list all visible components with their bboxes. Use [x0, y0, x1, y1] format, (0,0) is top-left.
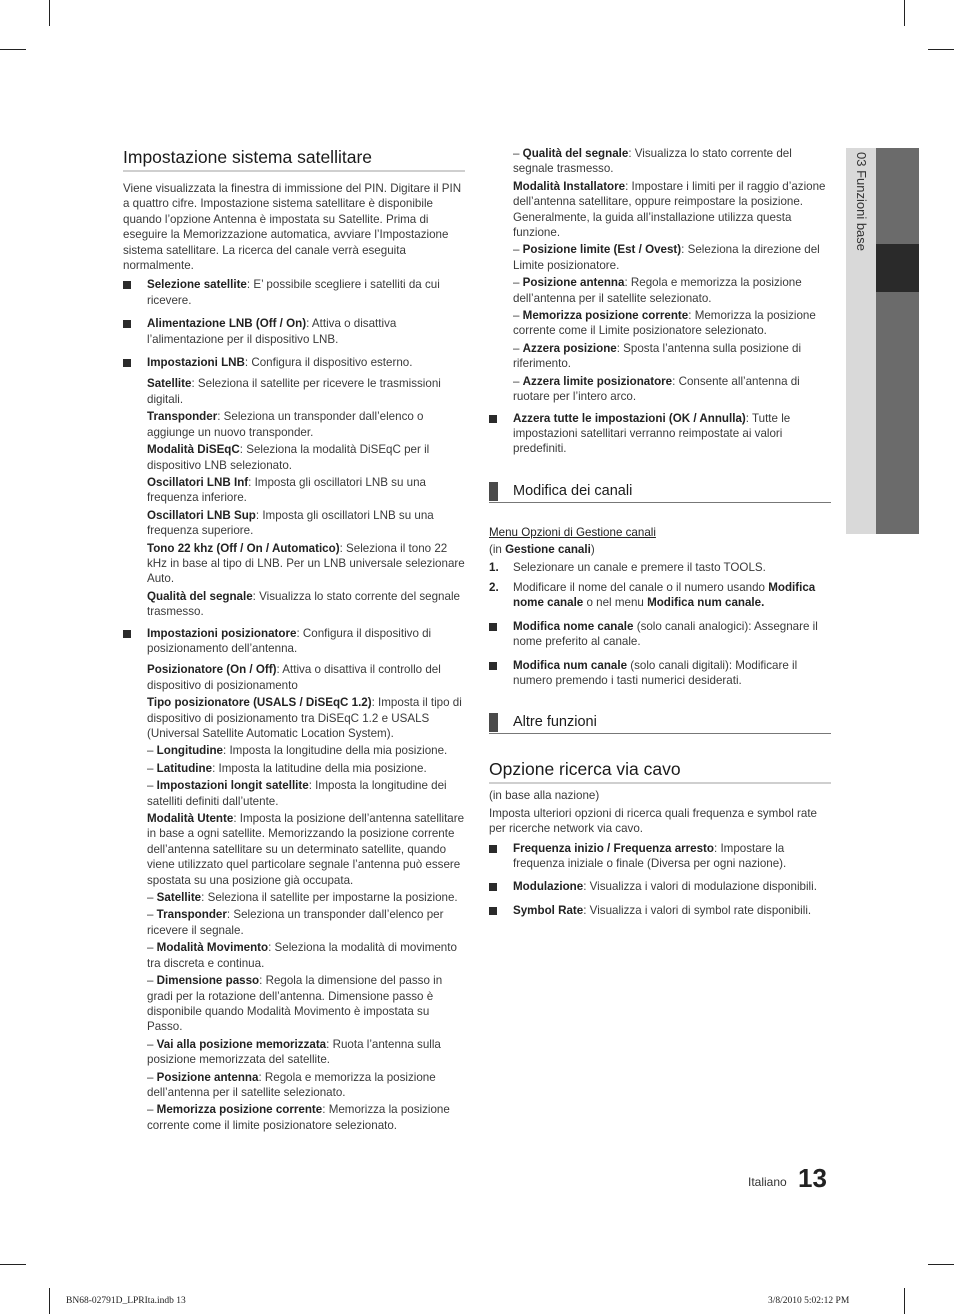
- term: Gestione canali: [505, 543, 591, 557]
- chapter-side-tab: [846, 148, 919, 534]
- option-line: [513, 242, 831, 273]
- dash: –: [513, 147, 523, 160]
- option-line: [147, 811, 465, 888]
- step-text: Modificare il nome del canale o il numero usando: [513, 580, 769, 594]
- square-bullet-icon: [123, 359, 131, 367]
- step-number: 2.: [489, 580, 499, 594]
- step-1: [489, 560, 831, 575]
- crop-mark: [904, 1288, 905, 1314]
- term: Modifica nome canale: [513, 580, 816, 610]
- dash: –: [147, 974, 157, 988]
- description: : Memorizza la posizione corrente come il limite posizionatore selezionato.: [147, 1103, 450, 1132]
- description: : Imposta la longitudine dei satelliti definiti dall’utente.: [147, 779, 447, 808]
- bullet-item: [489, 619, 831, 650]
- description: : Attiva o disattiva l’alimentazione per il dispositivo LNB.: [147, 317, 397, 346]
- footer-timestamp: 3/8/2010 5:02:12 PM: [768, 1296, 850, 1306]
- side-tab-marker: [876, 244, 919, 292]
- option-line: [513, 146, 831, 177]
- description: : Imposta la latitudine della mia posizione.: [212, 761, 427, 775]
- option-line: [147, 475, 465, 506]
- option-line: [147, 442, 465, 473]
- right-column: [489, 146, 831, 924]
- term: Longitudine: [156, 744, 223, 758]
- footer-file-info: BN68-02791D_LPRIta.indb 13: [66, 1296, 186, 1306]
- term: Modalità Installatore: [513, 179, 626, 193]
- dash: –: [147, 1037, 157, 1051]
- term: Latitudine: [156, 761, 213, 775]
- subsection-title-altre: Altre funzioni: [489, 712, 831, 734]
- description: : E’ possibile scegliere i satelliti da cui ricevere.: [147, 278, 440, 307]
- side-tab-dark: [876, 148, 919, 534]
- description: : Consente all’antenna di ruotare per l’intero arco.: [513, 374, 800, 404]
- option-line: [147, 1037, 465, 1068]
- option-line: [147, 761, 465, 776]
- term: Dimensione passo: [156, 974, 260, 988]
- option-line: [147, 409, 465, 440]
- step-2: [489, 580, 831, 611]
- description: : Seleziona la modalità DiSEqC per il dispositivo LNB selezionato.: [147, 443, 430, 472]
- term: Impostazioni longit satellite: [156, 779, 309, 793]
- option-line: [147, 973, 465, 1035]
- crop-mark: [928, 49, 954, 50]
- option-line: [147, 1070, 465, 1101]
- description: : Seleziona il satellite per ricevere le trasmissioni digitali.: [147, 377, 441, 406]
- option-line: [513, 308, 831, 339]
- option-line: [147, 1102, 465, 1133]
- description: : Visualizza i valori di symbol rate disponibili.: [583, 903, 812, 917]
- option-line: [513, 341, 831, 372]
- bullet-item: [489, 658, 831, 689]
- description: : Seleziona la direzione del Limite posizionatore.: [513, 243, 820, 272]
- description: : Seleziona un transponder dall’elenco per ricevere il segnale.: [147, 908, 444, 937]
- description: : Imposta la longitudine della mia posizione.: [223, 744, 448, 758]
- description: : Regola e memorizza la posizione dell’antenna per il satellite selezionato.: [513, 276, 802, 305]
- term: Modalità Utente: [147, 812, 234, 826]
- term: Modulazione: [513, 880, 584, 894]
- description: : Sposta l’antenna sulla posizione di riferimento.: [513, 341, 802, 371]
- description: : Seleziona la modalità di movimento tra discreta e continua.: [147, 941, 457, 970]
- square-bullet-icon: [489, 662, 497, 670]
- lnb-options: [123, 376, 465, 619]
- dash: –: [147, 1070, 157, 1084]
- term: Symbol Rate: [513, 903, 584, 917]
- square-bullet-icon: [489, 623, 497, 631]
- term: Qualità del segnale: [522, 147, 629, 160]
- description: : Seleziona il satellite per impostarne la posizione.: [201, 891, 458, 905]
- term: Alimentazione LNB (Off / On): [147, 317, 307, 331]
- option-line: [147, 778, 465, 809]
- description: : Attiva o disattiva il controllo del dispositivo di posizionamento: [147, 663, 441, 692]
- description: : Imposta la posizione dell’antenna satellitare in base a ogni satellite. Memorizzando la posizione corrente dell’antenna satellitare su un determinato satellite, quando viene utilizzato quel particolare segnale l’antenna può essere spostata su una posizione già occupata.: [147, 812, 465, 887]
- description: : Memorizza la posizione corrente come il Limite posizionatore selezionato.: [513, 309, 816, 338]
- key-label: TOOLS: [723, 560, 763, 574]
- bullet-item: [123, 277, 465, 308]
- description: : Tutte le impostazioni satellitari verranno reimpostate ai valori predefiniti.: [513, 411, 791, 456]
- crop-mark: [49, 0, 50, 26]
- dash: –: [147, 941, 157, 955]
- term: Vai alla posizione memorizzata: [156, 1037, 327, 1051]
- country-note: (in base alla nazione): [489, 789, 600, 803]
- term: Posizione limite (Est / Ovest): [522, 243, 682, 257]
- menu-location: [489, 542, 831, 557]
- step-text: Selezionare un canale e premere il tasto: [513, 560, 724, 574]
- option-line: [147, 695, 465, 741]
- square-bullet-icon: [489, 415, 497, 423]
- description: : Impostare la frequenza iniziale o finale (Diversa per ogni nazione).: [513, 841, 787, 870]
- chapter-label: 03 Funzioni base: [854, 152, 869, 252]
- text: .: [762, 560, 766, 574]
- term: Posizionatore (On / Off): [147, 663, 277, 677]
- term: Satellite: [156, 891, 202, 905]
- term: Tono 22 khz (Off / On / Automatico): [147, 541, 340, 555]
- dash: –: [147, 1103, 157, 1117]
- page-language: Italiano: [748, 1175, 787, 1189]
- term: Posizione antenna: [522, 276, 625, 290]
- term: Oscillatori LNB Sup: [147, 508, 256, 522]
- intro-paragraph: Viene visualizzata la finestra di immissione del PIN. Digitare il PIN a quattro cifre. Impostazione sistema satellitare è disponibile quando l’opzione Antenna è impostata su Satellite. Prima di eseguire la Memorizzazione automatica, avviare l’Impostazione sistema satellitare. La ricerca del canale verrà eseguita normalmente.: [123, 182, 462, 273]
- left-column: [123, 144, 465, 1135]
- description: : Regola la dimensione del passo in gradi per la rotazione dell’antenna. Dimensione passo è disponibile quando Modalità Movimento è impostata su Passo.: [147, 974, 443, 1034]
- term: Impostazioni LNB: [147, 356, 245, 370]
- term: Modifica nome canale: [513, 619, 634, 633]
- crop-mark: [928, 1264, 954, 1265]
- description: : Visualizza lo stato corrente del segnale trasmesso.: [513, 147, 792, 176]
- positioner-options-continued: [489, 146, 831, 405]
- term: Frequenza inizio / Frequenza arresto: [513, 841, 714, 855]
- description: : Visualizza i valori di modulazione disponibili.: [583, 880, 817, 894]
- term: Azzera limite posizionatore: [522, 374, 673, 388]
- description: : Imposta il tipo di dispositivo di posizionamento tra DiSEqC 1.2 e USALS (Universal Satellite Automatic Location System).: [147, 696, 462, 740]
- term: Azzera tutte le impostazioni (OK / Annulla): [513, 411, 746, 425]
- bullet-item: [489, 879, 831, 894]
- dash: –: [147, 744, 157, 758]
- option-line: [147, 589, 465, 620]
- section-title-cavo: Opzione ricerca via cavo: [489, 756, 831, 784]
- term: Modalità DiSEqC: [147, 443, 240, 457]
- step-number: 1.: [489, 560, 499, 574]
- menu-path: [489, 525, 831, 540]
- dash: –: [513, 276, 523, 290]
- option-line: [147, 890, 465, 905]
- option-line: [147, 743, 465, 758]
- subsection-title-modifica: Modifica dei canali: [489, 481, 831, 503]
- dash: –: [147, 779, 157, 793]
- section-title-satellite: Impostazione sistema satellitare: [123, 144, 465, 172]
- term: Tipo posizionatore (USALS / DiSEqC 1.2): [147, 696, 372, 710]
- bullet-item: [489, 903, 831, 918]
- text: ): [590, 543, 595, 557]
- term: Modifica num canale: [513, 658, 628, 672]
- option-line: [147, 662, 465, 693]
- square-bullet-icon: [489, 883, 497, 891]
- bullet-item: [123, 355, 465, 370]
- description: : Visualizza lo stato corrente del segnale trasmesso.: [147, 589, 460, 619]
- crop-mark: [0, 1264, 26, 1265]
- page-number: 13: [798, 1163, 827, 1193]
- term: Qualità del segnale: [147, 589, 253, 603]
- cavo-intro: Imposta ulteriori opzioni di ricerca quali frequenza e symbol rate per ricerche network via cavo.: [489, 806, 818, 836]
- option-line: [147, 376, 465, 407]
- option-line: [513, 275, 831, 306]
- description: : Configura il dispositivo di posizionamento dell’antenna.: [147, 626, 432, 655]
- dash: –: [513, 309, 523, 323]
- term: Azzera posizione: [522, 341, 617, 355]
- crop-mark: [0, 49, 26, 50]
- square-bullet-icon: [123, 630, 131, 638]
- square-bullet-icon: [123, 320, 131, 328]
- option-line: [513, 179, 831, 241]
- option-line: [147, 907, 465, 938]
- dash: –: [513, 374, 523, 388]
- dash: –: [147, 761, 157, 775]
- option-line: [513, 374, 831, 405]
- term: Modalità Movimento: [156, 941, 269, 955]
- dash: –: [513, 243, 523, 257]
- dash: –: [147, 891, 157, 905]
- description: : Imposta gli oscillatori LNB su una frequenza inferiore.: [147, 475, 426, 505]
- text: o nel menu: [583, 596, 648, 610]
- term: Oscillatori LNB Inf: [147, 475, 249, 489]
- bullet-item: [489, 411, 831, 457]
- term: Transponder: [156, 908, 227, 922]
- square-bullet-icon: [123, 281, 131, 289]
- square-bullet-icon: [489, 907, 497, 915]
- description: : Seleziona il tono 22 kHz in base al tipo di LNB. Per un LNB universale selezionare Auto.: [147, 541, 465, 586]
- positioner-options: [123, 662, 465, 1133]
- term: Satellite: [147, 377, 192, 391]
- description: (solo canali digitali): Modificare il numero premendo i tasti numerici desiderati.: [513, 658, 798, 687]
- term: Modifica num canale.: [647, 596, 765, 610]
- option-line: [147, 508, 465, 539]
- bullet-item: [489, 841, 831, 872]
- dash: –: [147, 908, 157, 922]
- term: Memorizza posizione corrente: [522, 309, 689, 323]
- description: : Impostare i limiti per il raggio d’azione dell’antenna satellitare, oppure reimpostare la posizione. Generalmente, la guida all’installazione utilizza questa funzione.: [513, 179, 826, 240]
- description: : Regola e memorizza la posizione dell’antenna per il satellite selezionato.: [147, 1070, 436, 1099]
- term: Memorizza posizione corrente: [156, 1103, 323, 1117]
- square-bullet-icon: [489, 845, 497, 853]
- description: : Configura il dispositivo esterno.: [244, 356, 413, 370]
- text: (in: [489, 543, 506, 557]
- crop-mark: [49, 1288, 50, 1314]
- description: : Imposta gli oscillatori LNB su una frequenza superiore.: [147, 508, 434, 538]
- term: Posizione antenna: [156, 1070, 259, 1084]
- term: Selezione satellite: [147, 278, 247, 292]
- option-line: [147, 541, 465, 587]
- term: Impostazioni posizionatore: [147, 626, 297, 640]
- bullet-item: [123, 626, 465, 657]
- description: (solo canali analogici): Assegnare il nome preferito al canale.: [513, 619, 818, 649]
- description: : Ruota l’antenna sulla posizione memorizzata del satellite.: [147, 1037, 441, 1067]
- option-line: [147, 940, 465, 971]
- menu-path-text: Menu Opzioni di Gestione canali: [489, 525, 656, 539]
- term: Transponder: [147, 410, 218, 424]
- crop-mark: [904, 0, 905, 26]
- dash: –: [513, 341, 523, 355]
- description: : Seleziona un transponder dall’elenco o aggiunge un nuovo transponder.: [147, 410, 424, 439]
- bullet-item: [123, 316, 465, 347]
